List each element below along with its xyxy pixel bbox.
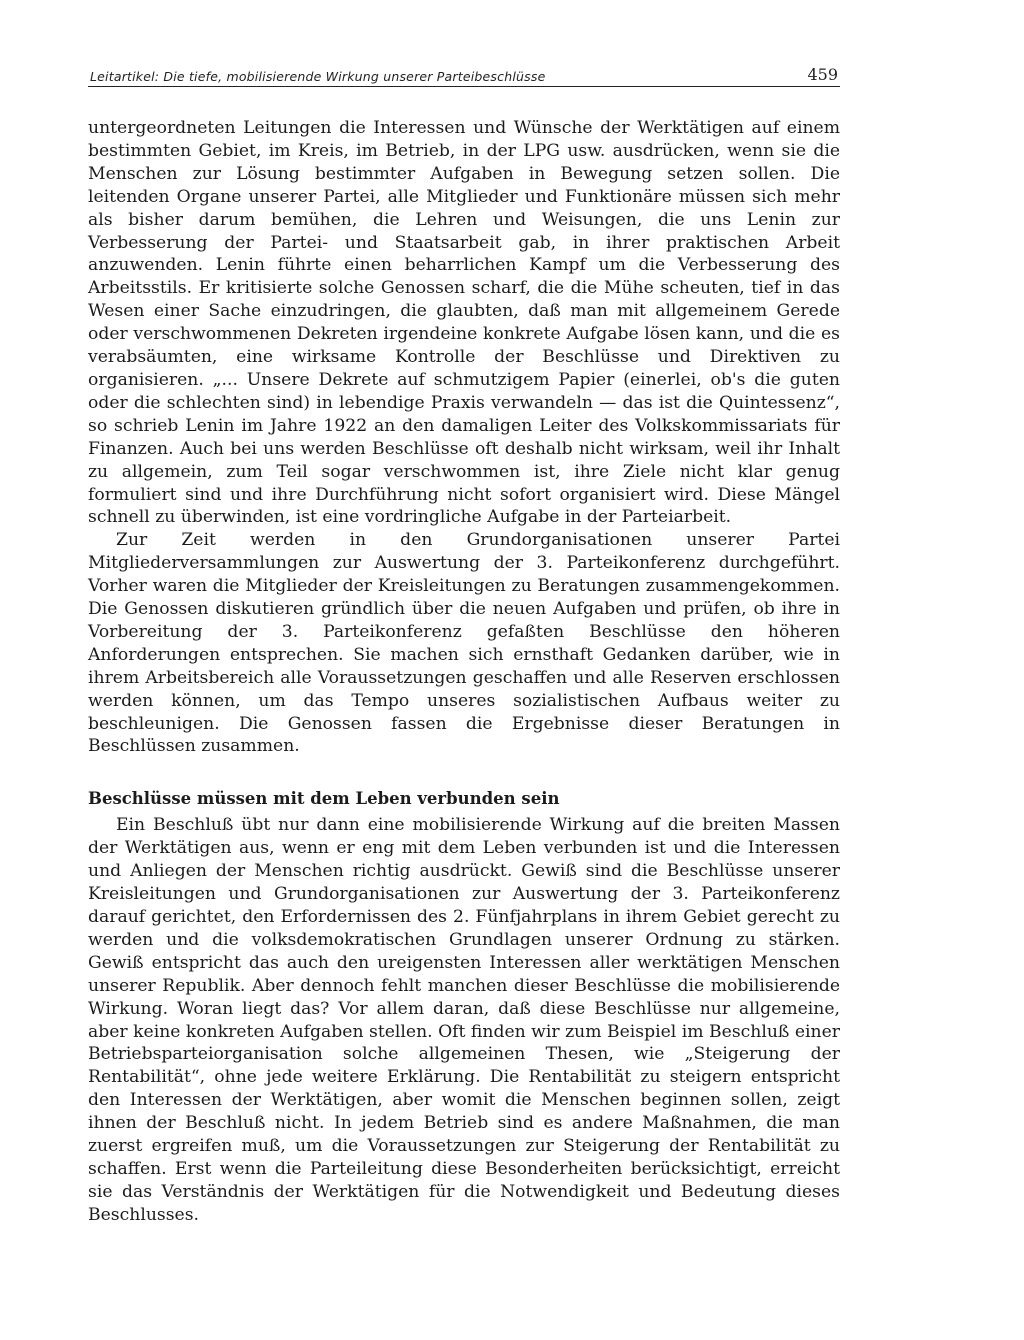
paragraph-1: untergeordneten Leitungen die Interessen und Wünsche der Werktätigen auf einem bestimmten Gebiet, im Kreis, im Betrieb, in der LPG usw. ausdrücken, wenn sie die Menschen zur Lösung bestimmter Aufgaben in Bewegung setzen sollen. Die leitenden Organe unserer Partei, alle Mitglieder und Funktionäre müssen sich mehr als bisher darum bemühen, die Lehren und Weisungen, die uns Lenin zur Verbesserung der Partei- und Staatsarbeit gab, in ihrer praktischen Arbeit anzuwenden. Lenin führte einen beharrlichen Kampf um die Verbesserung des Arbeitsstils. Er kritisierte solche Genossen scharf, die die Mühe scheuten, tief in das Wesen einer Sache einzudringen, die glaubten, daß man mit allgemeinem Gerede oder verschwommenen Dekreten irgendeine konkrete Aufgabe lösen kann, und die es verabsäumten, eine wirksame Kontrolle der Beschlüsse und Direktiven zu organisieren. „... Unsere Dekrete auf schmutzigem Papier (einerlei, ob's die guten oder die schlechten sind) in lebendige Praxis verwandeln — das ist die Quintessenz“, so schrieb Lenin im Jahre 1922 an den damaligen Leiter des Volkskommissariats für Finanzen. Auch bei uns werden Beschlüsse oft deshalb nicht wirksam, weil ihr Inhalt zu allgemein, zum Teil sogar verschwommen ist, ihre Ziele nicht klar genug formuliert sind und ihre Durchführung nicht sofort organisiert wird. Diese Mängel schnell zu überwinden, ist eine vordringliche Aufgabe in der Parteiarbeit. (88, 118, 840, 528)
paragraph-3: Ein Beschluß übt nur dann eine mobilisierende Wirkung auf die breiten Massen der Werktätigen aus, wenn er eng mit dem Leben verbunden ist und die Interessen und Anliegen der Menschen richtig ausdrückt. Gewiß sind die Beschlüsse unserer Kreisleitungen und Grundorganisationen zur Auswertung der 3. Parteikonferenz darauf gerichtet, den Erfordernissen des 2. Fünfjahrplans in ihrem Gebiet gerecht zu werden und die volksdemokratischen Grundlagen unserer Ordnung zu stärken. Gewiß entspricht das auch den ureigensten Interessen aller werktätigen Menschen unserer Republik. Aber dennoch fehlt manchen dieser Beschlüsse die mobilisierende Wirkung. Woran liegt das? Vor allem daran, daß diese Beschlüsse nur allgemeine, aber keine konkreten Aufgaben stellen. Oft finden wir zum Beispiel im Beschluß einer Betriebsparteiorganisation solche allgemeinen Thesen, wie „Steigerung der Rentabilität“, ohne jede weitere Erklärung. Die Rentabilität zu steigern entspricht den Interessen der Werktätigen, aber womit die Menschen beginnen sollen, zeigt ihnen der Beschluß nicht. In jedem Betrieb sind es andere Maßnahmen, die man zuerst ergreifen muß, um die Voraussetzungen zur Steigerung der Rentabilität zu schaffen. Erst wenn die Parteileitung diese Besonderheiten berücksichtigt, erreicht sie das Verständnis der Werktätigen für die Notwendigkeit und Bedeutung dieses Beschlusses. (88, 815, 840, 1225)
paragraph-2: Zur Zeit werden in den Grundorganisationen unserer Partei Mitgliederversammlungen zur Auswertung der 3. Parteikonferenz durchgeführt. Vorher waren die Mitglieder der Kreisleitungen zu Beratungen zusammengekommen. Die Genossen diskutieren gründlich über die neuen Aufgaben und prüfen, ob ihre in Vorbereitung der 3. Parteikonferenz gefaßten Beschlüsse den höheren Anforderungen entsprechen. Sie machen sich ernsthaft Gedanken darüber, wie in ihrem Arbeitsbereich alle Voraussetzungen geschaffen und alle Reserven erschlossen werden können, um das Tempo unseres sozialistischen Aufbaus weiter zu beschleunigen. Die Genossen fassen die Ergebnisse dieser Beratungen in Beschlüssen zusammen. (88, 530, 840, 757)
section-heading: Beschlüsse müssen mit dem Leben verbunden sein (88, 789, 560, 809)
document-page (88, 58, 840, 1227)
running-title: Leitartikel: Die tiefe, mobilisierende Wirkung unserer Parteibeschlüsse (90, 69, 546, 84)
page-number: 459 (807, 65, 838, 84)
running-header (88, 58, 840, 87)
article-body (88, 117, 840, 1227)
